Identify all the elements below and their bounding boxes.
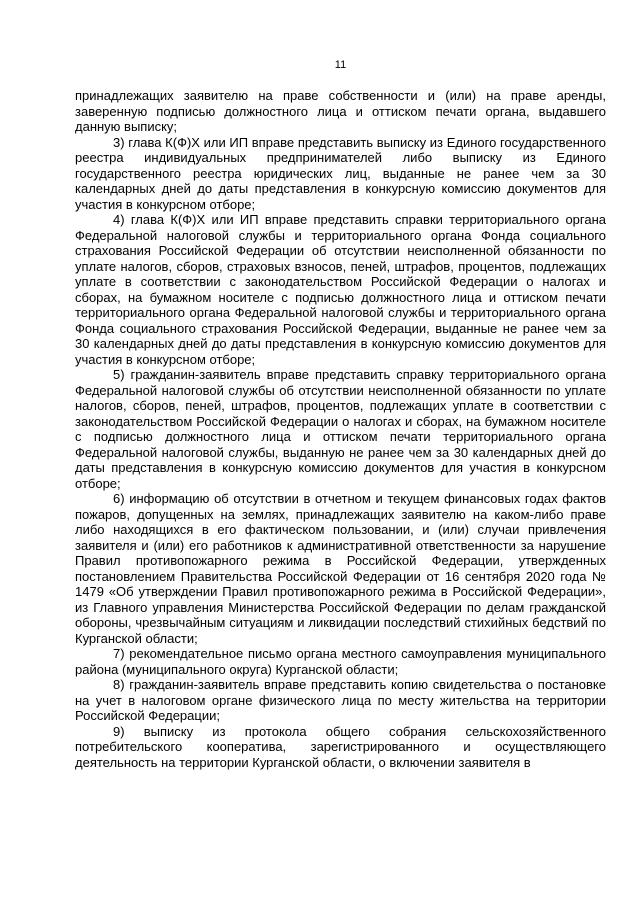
paragraph-item-4: 4) глава К(Ф)Х или ИП вправе представить справки территориального органа Федеральной налоговой службы и территориального органа Фонда социального страхования Российской Федерации об отсутствии неисполненной обязанности по уплате налогов, сборов, страховых взносов, пеней, штрафов, процентов, подлежащих уплате в соответствии с законодательством Российской Федерации о налогах и сборах, на бумажном носителе с подписью должностного лица и оттиском печати территориального органа Федеральной налоговой службы и территориального органа Фонда социального страхования Российской Федерации, выданные не ранее чем за 30 календарных дней до даты представления в конкурсную комиссию документов для участия в конкурсном отборе;	[75, 212, 606, 367]
page-number: 11	[334, 59, 347, 71]
paragraph-item-7: 7) рекомендательное письмо органа местного самоуправления муниципального района (муниципального округа) Курганской области;	[75, 646, 606, 677]
paragraph-item-9: 9) выписку из протокола общего собрания сельскохозяйственного потребительского кооператива, зарегистрированного и осуществляющего деятельность на территории Курганской области, о включении заявителя в	[75, 723, 606, 770]
paragraph-item-3: 3) глава К(Ф)Х или ИП вправе представить выписку из Единого государственного реестра индивидуальных предпринимателей либо выписку из Единого государственного реестра юридических лиц, выданные не ранее чем за 30 календарных дней до даты представления в конкурсную комиссию документов для участия в конкурсном отборе;	[75, 134, 606, 212]
document-body	[75, 88, 606, 770]
paragraph-continuation: принадлежащих заявителю на праве собственности и (или) на праве аренды, заверенную подписью должностного лица и оттиском печати органа, выдавшего данную выписку;	[75, 88, 606, 134]
paragraph-item-6: 6) информацию об отсутствии в отчетном и текущем финансовых годах фактов пожаров, допущенных на землях, принадлежащих заявителю на каком-либо праве либо находящихся в его фактическом пользовании, и (или) случаи привлечения заявителя и (или) его работников к административной ответственности за нарушение Правил противопожарного режима в Российской Федерации, утвержденных постановлением Правительства Российской Федерации от 16 сентября 2020 года № 1479 «Об утверждении Правил противопожарного режима в Российской Федерации», из Главного управления Министерства Российской Федерации по делам гражданской обороны, чрезвычайным ситуациям и ликвидации последствий стихийных бедствий по Курганской области;	[75, 491, 606, 646]
paragraph-item-8: 8) гражданин-заявитель вправе представить копию свидетельства о постановке на учет в налоговом органе физического лица по месту жительства на территории Российской Федерации;	[75, 677, 606, 723]
paragraph-item-5: 5) гражданин-заявитель вправе представить справку территориального органа Федеральной налоговой службы об отсутствии неисполненной обязанности по уплате налогов, сборов, пеней, штрафов, процентов, подлежащих уплате в соответствии с законодательством Российской Федерации о налогах и сборах, на бумажном носителе с подписью должностного лица и оттиском печати территориального органа Федеральной налоговой службы, выданную не ранее чем за 30 календарных дней до даты представления в конкурсную комиссию документов для участия в конкурсном отборе;	[75, 367, 606, 491]
